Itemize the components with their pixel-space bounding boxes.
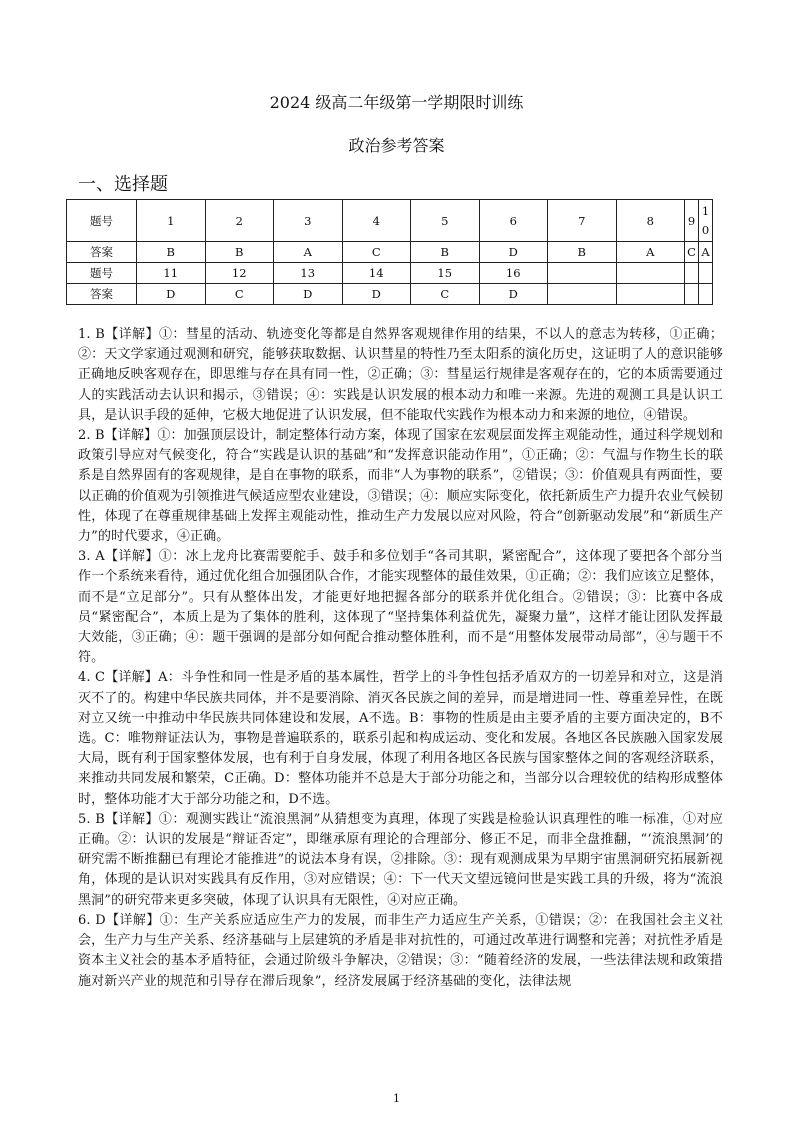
table-cell: 15 (411, 263, 480, 284)
table-cell (685, 263, 699, 284)
table-cell: 16 (479, 263, 548, 284)
table-cell: 答案 (67, 284, 137, 305)
section-heading: 一、选择题 (78, 174, 168, 195)
table-cell: 13 (274, 263, 343, 284)
table-cell: 2 (205, 200, 274, 242)
table-cell: 14 (342, 263, 411, 284)
table-cell: 答案 (67, 242, 137, 263)
explanation-item: 5. B【详解】①：观测实践让“流浪黑洞”从猜想变为真理，体现了实践是检验认识真理性的唯一标准，①对应正确。②：认识的发展是“辩证否定”，即继承原有理论的合理部分、修正不足，而非全盘推翻，“‘流浪黑洞’的研究需不断推翻已有理论才能推进”的说法本身有误，②排除。③：现有观测成果为早期宇宙黑洞研究拓展新视角，体现的是认识对实践具有反作用，③对应错误；④：下一代天文望远镜问世是实践工具的升级，将为“流浪黑洞”的研究带来更多突破，体现了认识具有无限性，④对应正确。 (78, 811, 723, 908)
num10-top: 1 (701, 203, 710, 218)
table-cell: 6 (479, 200, 548, 242)
page-subtitle: 政治参考答案 (348, 136, 445, 155)
table-cell: D (274, 284, 343, 305)
explanation-item: 2. B【详解】①：加强顶层设计，制定整体行动方案，体现了国家在宏观层面发挥主观能动性，通过科学规划和政策引导应对气候变化，符合“实践是认识的基础”和“发挥意识能动作用”，①正确；②：气温与作物生长的联系是自然界固有的客观规律，是自在事物的联系，而非“人为事物的联系”，②错误；③：价值观具有两面性，要以正确的价值观为引领推进气候适应型农业建设，③错误；④：顺应实际变化，依托新质生产力提升农业气候韧性，体现了在尊重规律基础上发挥主观能动性，推动生产力发展以应对风险，符合“创新驱动发展”和“新质生产力”的时代要求，④正确。 (78, 428, 723, 545)
table-cell: B (548, 242, 617, 263)
table-cell: A (616, 242, 685, 263)
table-cell (616, 284, 685, 305)
answer-table (66, 199, 713, 305)
table-cell: 9 (685, 200, 699, 242)
table-cell: 3 (274, 200, 343, 242)
page-number: 1 (393, 1092, 400, 1105)
table-cell: D (342, 284, 411, 305)
table-row (67, 284, 713, 305)
table-cell: D (479, 242, 548, 263)
table-cell (616, 263, 685, 284)
table-cell: 5 (411, 200, 480, 242)
table-cell: D (137, 284, 206, 305)
table-cell: C (205, 284, 274, 305)
table-cell: 12 (205, 263, 274, 284)
table-cell: B (205, 242, 274, 263)
table-cell: 11 (137, 263, 206, 284)
table-cell: 题号 (67, 263, 137, 284)
page-title: 2024 级高二年级第一学期限时训练 (269, 93, 524, 112)
table-cell: C (411, 284, 480, 305)
table-cell (699, 200, 713, 242)
table-cell (699, 284, 713, 305)
num10-bottom: 0 (701, 222, 710, 237)
table-cell: 4 (342, 200, 411, 242)
table-row (67, 200, 713, 242)
table-cell (685, 284, 699, 305)
table-cell: 1 (137, 200, 206, 242)
table-cell: B (137, 242, 206, 263)
table-cell (699, 263, 713, 284)
table-cell (548, 263, 617, 284)
table-cell (548, 284, 617, 305)
explanation-item: 3. A【详解】①：冰上龙舟比赛需要舵手、鼓手和多位划手“各司其职，紧密配合”，这体现了要把各个部分当作一个系统来看待，通过优化组合加强团队合作，才能实现整体的最佳效果，①正确；②：我们应该立足整体，而不是“立足部分”。只有从整体出发，才能更好地把握各部分的联系并优化组合。②错误；③：比赛中各成员“紧密配合”，本质上是为了集体的胜利，这体现了“坚持集体利益优先，凝聚力量”，这样才能让团队发挥最大效能，③正确；④：题干强调的是部分如何配合推动整体胜利，而不是“用整体发展带动局部”，④与题干不符。 (78, 549, 723, 666)
answer-explanations (78, 325, 723, 992)
table-cell: D (479, 284, 548, 305)
table-cell: 8 (616, 200, 685, 242)
table-cell: A (274, 242, 343, 263)
table-row (67, 263, 713, 284)
table-row (67, 242, 713, 263)
table-cell: A (699, 242, 713, 263)
table-cell: B (411, 242, 480, 263)
explanation-item: 6. D【详解】①：生产关系应适应生产力的发展，而非生产力适应生产关系，①错误；②：在我国社会主义社会，生产力与生产关系、经济基础与上层建筑的矛盾是非对抗性的，可通过改革进行调整和完善；对抗性矛盾是资本主义社会的基本矛盾特征，会通过阶级斗争解决，②错误；③：“随着经济的发展，一些法律法规和政策措施对新兴产业的规范和引导存在滞后现象”，经济发展属于经济基础的变化，法律法规 (78, 912, 723, 989)
explanation-item: 1. B【详解】①：彗星的活动、轨迹变化等都是自然界客观规律作用的结果，不以人的意志为转移，①正确；②：天文学家通过观测和研究，能够获取数据、认识彗星的特性乃至太阳系的演化历史，这证明了人的意识能够正确地反映客观存在，即思维与存在具有同一性，②正确；③：彗星运行规律是客观存在的，它的本质需要通过人的实践活动去认识和揭示，③错误；④：实践是认识发展的根本动力和唯一来源。先进的观测工具是认识工具，是认识手段的延伸，它极大地促进了认识发展，但不能取代实践作为根本动力和来源的地位，④错误。 (78, 327, 723, 423)
table-cell: 题号 (67, 200, 137, 242)
table-cell: C (342, 242, 411, 263)
table-cell: 7 (548, 200, 617, 242)
explanation-item: 4. C【详解】A：斗争性和同一性是矛盾的基本属性，哲学上的斗争性包括矛盾双方的一切差异和对立，这是消灭不了的。构建中华民族共同体，并不是要消除、消灭各民族之间的差异，而是增进同一性、尊重差异性，在既对立又统一中推动中华民族共同体建设和发展，A不选。B：事物的性质是由主要矛盾的主要方面决定的，B不选。C：唯物辩证法认为，事物是普遍联系的，联系引起和构成运动、变化和发展。各地区各民族融入国家发展大局，既有利于国家整体发展，也有利于自身发展，体现了利用各地区各民族与国家整体之间的客观经济联系，来推动共同发展和繁荣，C正确。D：整体功能并不总是大于部分功能之和，当部分以合理较优的结构形成整体时，整体功能才大于部分功能之和，D不选。 (78, 670, 723, 807)
table-cell: C (685, 242, 699, 263)
